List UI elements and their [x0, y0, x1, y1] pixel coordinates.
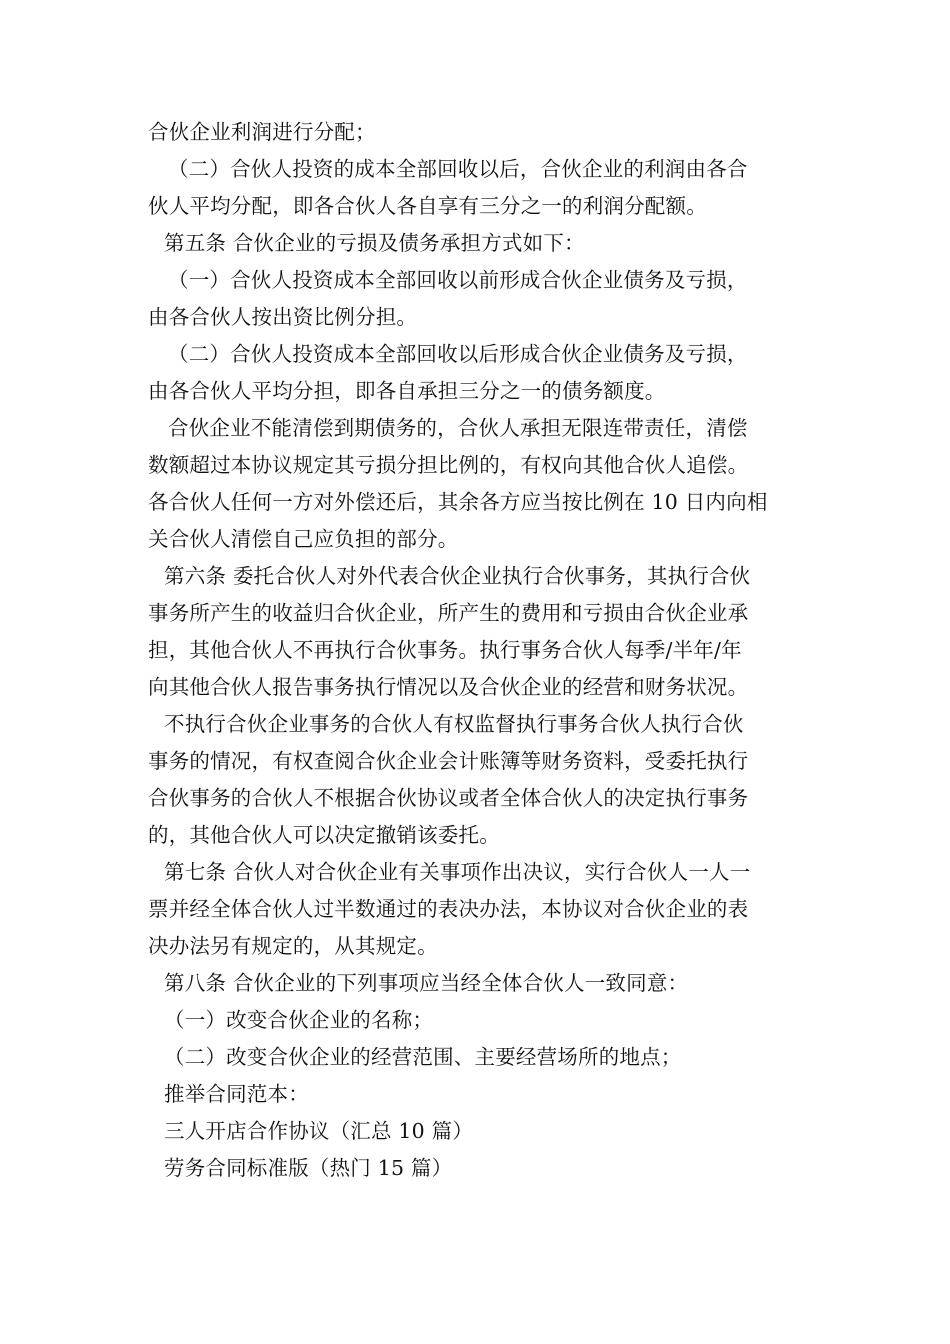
paragraph-line: 合伙企业不能清偿到期债务的，合伙人承担无限连带责任，清偿 [168, 416, 748, 440]
recommended-item: 劳务合同标准版（热门 15 篇） [164, 1156, 453, 1180]
paragraph-line: 由各合伙人按出资比例分担。 [148, 305, 418, 329]
paragraph-line: 决办法另有规定的，从其规定。 [148, 934, 438, 958]
article-heading-line: 第五条 合伙企业的亏损及债务承担方式如下： [164, 231, 585, 255]
document-body [148, 114, 808, 1187]
list-item: （二）改变合伙企业的经营范围、主要经营场所的地点； [164, 1045, 682, 1069]
paragraph-line: 票并经全体合伙人过半数通过的表决办法，本协议对合伙企业的表 [148, 897, 749, 921]
paragraph-line: 伙人平均分配，即各合伙人各自享有三分之一的利润分配额。 [148, 194, 707, 218]
article-heading-line: 第八条 合伙企业的下列事项应当经全体合伙人一致同意： [164, 971, 689, 995]
paragraph-line: （二）合伙人投资的成本全部回收以后，合伙企业的利润由各合 [168, 157, 748, 181]
paragraph-line: 事务的情况，有权查阅合伙企业会计账簿等财务资料，受委托执行 [148, 749, 749, 773]
paragraph-line: 数额超过本协议规定其亏损分担比例的，有权向其他合伙人追偿。 [148, 453, 749, 477]
paragraph-line: （二）合伙人投资成本全部回收以后形成合伙企业债务及亏损， [168, 342, 748, 366]
paragraph-line: 由各合伙人平均分担，即各自承担三分之一的债务额度。 [148, 379, 666, 403]
recommended-item: 三人开店合作协议（汇总 10 篇） [164, 1119, 474, 1143]
paragraph-line: 各合伙人任何一方对外偿还后，其余各方应当按比例在 10 日内向相 [148, 490, 768, 514]
paragraph-line: 合伙企业利润进行分配； [148, 120, 376, 144]
paragraph-line: （一）合伙人投资成本全部回收以前形成合伙企业债务及亏损， [168, 268, 748, 292]
list-item: （一）改变合伙企业的名称； [164, 1008, 434, 1032]
article-heading-line: 第七条 合伙人对合伙企业有关事项作出决议，实行合伙人一人一 [164, 860, 751, 884]
paragraph-line: 担，其他合伙人不再执行合伙事务。执行事务合伙人每季/半年/年 [148, 638, 742, 662]
paragraph-line: 不执行合伙企业事务的合伙人有权监督执行事务合伙人执行合伙 [164, 712, 744, 736]
paragraph-line: 向其他合伙人报告事务执行情况以及合伙企业的经营和财务状况。 [148, 675, 749, 699]
recommended-heading: 推举合同范本： [164, 1082, 309, 1106]
article-heading-line: 第六条 委托合伙人对外代表合伙企业执行合伙事务，其执行合伙 [164, 564, 751, 588]
paragraph-line: 的，其他合伙人可以决定撤销该委托。 [148, 823, 500, 847]
paragraph-line: 合伙事务的合伙人不根据合伙协议或者全体合伙人的决定执行事务 [148, 786, 749, 810]
paragraph-line: 事务所产生的收益归合伙企业，所产生的费用和亏损由合伙企业承 [148, 601, 749, 625]
paragraph-line: 关合伙人清偿自己应负担的部分。 [148, 527, 459, 551]
